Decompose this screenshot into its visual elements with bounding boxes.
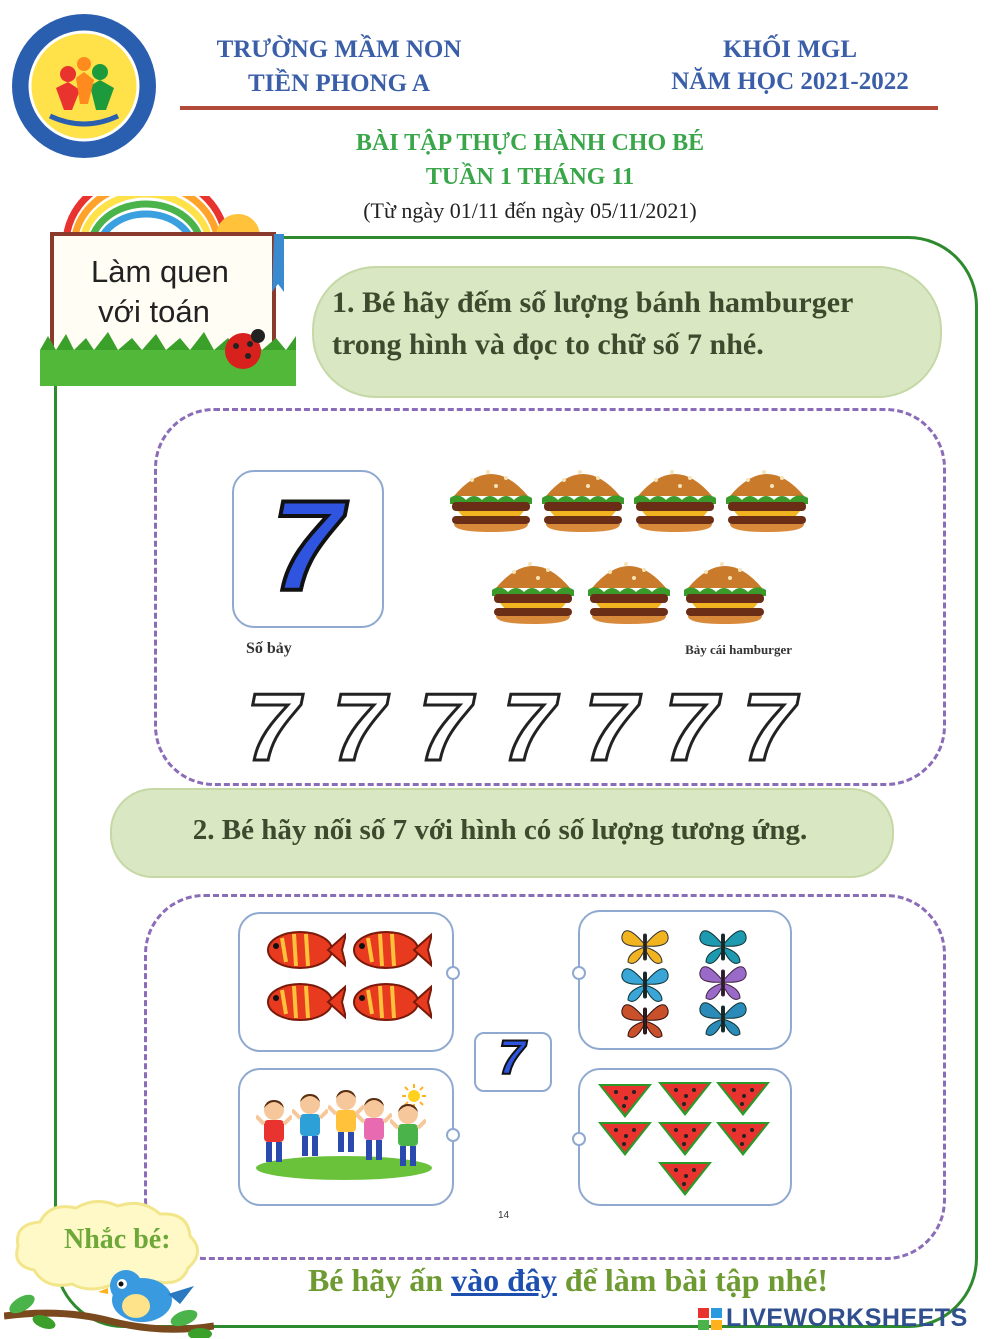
burger-icon [490,550,576,624]
exercise1-instruction-line2: trong hình và đọc to chữ số 7 nhé. [332,328,764,361]
watermelon-icon [656,1116,714,1158]
trace-digit: 7 [246,674,300,781]
watermelon-icon [656,1156,714,1198]
school-name-line1: TRƯỜNG MẦM NON [216,36,462,63]
trace-digit: 7 [742,674,796,781]
trace-digit: 7 [502,674,556,781]
big-number-seven: 7 [271,475,343,618]
trace-digit: 7 [664,674,718,781]
trace-digit: 7 [584,674,638,781]
watermelon-icon [714,1076,772,1118]
burger-icon [586,550,672,624]
trace-digit: 7 [418,674,472,781]
watermelon-icon [596,1116,654,1158]
center-number: 7 [498,1032,526,1085]
page-number: 14 [498,1210,510,1221]
watermelon-icon [596,1078,654,1120]
footer-prompt [228,1262,908,1299]
child-icon [292,1090,328,1162]
watermelon-card-connector[interactable] [572,1132,586,1146]
fish-icon [262,976,346,1028]
worksheet-title: BÀI TẬP THỰC HÀNH CHO BÉ [355,130,705,156]
school-logo [10,12,158,160]
fish-card-connector[interactable] [446,966,460,980]
butterfly-card-connector[interactable] [572,966,586,980]
exercise2-instruction: 2. Bé hãy nối số 7 với hình có số lượng tương ứng. [192,814,808,846]
liveworksheets-brand-text: LIVEWORKSHEETS [726,1304,968,1332]
footer-prompt-before: Bé hãy ấn [307,1262,452,1298]
trace-digit: 7 [332,674,386,781]
fish-icon [348,924,432,976]
school-name-line2: TIỀN PHONG A [248,70,430,97]
child-icon [356,1094,392,1166]
fish-icon [348,976,432,1028]
child-icon [390,1100,426,1172]
school-year-label: NĂM HỌC 2021-2022 [671,68,909,95]
footer-prompt-after: để làm bài tập nhé! [556,1262,829,1298]
number-caption: Số bảy [246,640,292,657]
burger-icon [724,458,810,532]
grade-label: KHỐI MGL [722,36,858,63]
date-range: (Từ ngày 01/11 đến ngày 05/11/2021) [363,198,697,223]
watermelon-icon [656,1076,714,1118]
burger-icon [448,458,534,532]
start-exercise-link[interactable]: vào đây [451,1262,557,1298]
watermelon-icon [714,1116,772,1158]
butterfly-card[interactable] [578,910,792,1050]
bird-on-branch-icon [4,1256,214,1338]
exercise1-instruction-line1: 1. Bé hãy đếm số lượng bánh hamburger [332,286,854,319]
burger-icon [682,550,768,624]
burger-icon [540,458,626,532]
liveworksheets-brand[interactable] [698,1304,998,1334]
subject-title-line1: Làm quen [91,254,229,289]
reminder-label: Nhắc bé: [64,1224,171,1255]
header-divider [180,106,938,110]
children-card-connector[interactable] [446,1128,460,1142]
subject-title-line2: với toán [98,294,210,329]
fish-icon [262,924,346,976]
burger-icon [632,458,718,532]
worksheet-week: TUẦN 1 THÁNG 11 [425,164,635,190]
butterfly-icon [620,996,670,1042]
picture-caption: Bảy cái hamburger [685,642,792,657]
subject-badge [38,196,296,386]
child-icon [256,1096,292,1168]
liveworksheets-logo-icon [698,1308,722,1330]
butterfly-icon [698,994,748,1040]
